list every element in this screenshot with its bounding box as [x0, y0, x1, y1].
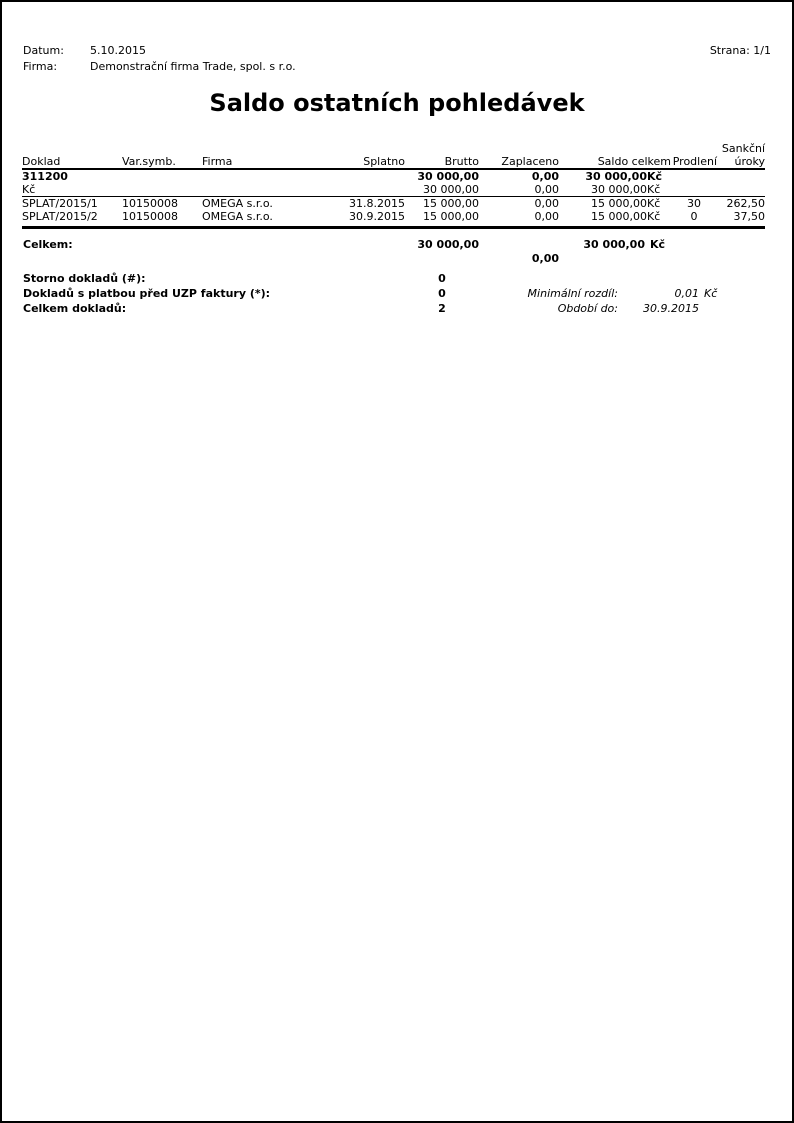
cell-splatno: 30.9.2015 [324, 210, 405, 228]
cell-account: 311200 [22, 170, 68, 183]
col-header-brutto: Brutto [405, 142, 479, 169]
total-zaplaceno: 0,00 [531, 252, 559, 265]
receivables-table [22, 142, 765, 229]
cell-currency-label: Kč [22, 183, 122, 197]
report-date-value: 5.10.2015 [90, 44, 146, 57]
cell-prodleni: 30 [687, 197, 702, 210]
cell-var-symb: 10150008 [122, 197, 178, 210]
cell-saldo: 15 000,00 [591, 197, 647, 210]
table-header-row [22, 142, 765, 169]
col-header-sankcni-line1: Sankční [721, 142, 766, 155]
cell-group-zaplaceno: 0,00 [531, 170, 559, 183]
col-header-var-symb: Var.symb. [122, 142, 202, 169]
page-number: Strana: 1/1 [709, 44, 771, 57]
total-brutto: 30 000,00 [417, 238, 479, 251]
currency-subtotal-row [22, 183, 765, 197]
cell-currency-saldo: 30 000,00 [559, 183, 647, 197]
storno-label: Storno dokladů (#): [23, 272, 146, 285]
cell-prodleni: 0 [671, 210, 717, 228]
min-rozdil-label: Minimální rozdíl: [527, 287, 618, 300]
col-header-splatno: Splatno [324, 142, 405, 169]
cell-zaplaceno: 0,00 [479, 210, 559, 228]
col-header-prodleni: Prodlení [671, 142, 717, 169]
uzp-row [22, 287, 765, 301]
storno-row [22, 272, 765, 286]
cell-firma: OMEGA s.r.o. [202, 210, 324, 228]
cell-sankcni-uroky: 37,50 [717, 210, 765, 228]
company-label: Firma: [23, 60, 58, 73]
total-paid-row [22, 252, 765, 266]
doc-count-value: 2 [438, 302, 446, 315]
cell-brutto: 15 000,00 [405, 210, 479, 228]
invoice-row [22, 210, 765, 228]
cell-var-symb: 10150008 [122, 210, 202, 228]
doc-count-label: Celkem dokladů: [23, 302, 127, 315]
col-header-sankcni-uroky [717, 142, 765, 169]
cell-zaplaceno: 0,00 [534, 197, 559, 210]
cell-doklad: SPLAT/2015/1 [22, 197, 98, 210]
obdobi-value: 30.9.2015 [643, 302, 699, 315]
col-header-firma: Firma [202, 142, 324, 169]
cell-currency-currency: Kč [647, 183, 671, 197]
cell-currency-brutto: 30 000,00 [405, 183, 479, 197]
min-rozdil-currency: Kč [704, 287, 718, 300]
uzp-value: 0 [438, 287, 446, 300]
min-rozdil-value: 0,01 [674, 287, 699, 300]
uzp-label: Dokladů s platbou před UZP faktury (*): [23, 287, 271, 300]
report-title: Saldo ostatních pohledávek [209, 89, 585, 117]
cell-splatno: 31.8.2015 [349, 197, 405, 210]
report-date-label: Datum: [23, 44, 64, 57]
cell-currency-zaplaceno: 0,00 [479, 183, 559, 197]
cell-saldo: 15 000,00 [559, 210, 647, 228]
total-row [22, 238, 765, 252]
invoice-row [22, 197, 765, 211]
cell-currency: Kč [647, 210, 671, 228]
company-value: Demonstrační firma Trade, spol. s r.o. [90, 60, 296, 73]
cell-firma: OMEGA s.r.o. [202, 197, 273, 210]
storno-value: 0 [438, 272, 446, 285]
cell-group-saldo: 30 000,00 [585, 170, 647, 183]
col-header-saldo-celkem: Saldo celkem [559, 142, 671, 169]
col-header-zaplaceno: Zaplaceno [479, 142, 559, 169]
cell-sankcni-uroky: 262,50 [726, 197, 766, 210]
obdobi-label: Období do: [557, 302, 618, 315]
cell-group-brutto: 30 000,00 [417, 170, 479, 183]
cell-currency: Kč [647, 197, 661, 210]
total-saldo: 30 000,00 [583, 238, 645, 251]
total-currency: Kč [650, 238, 666, 251]
cell-brutto: 15 000,00 [423, 197, 479, 210]
col-header-sankcni-line2: úroky [734, 155, 766, 168]
cell-group-currency: Kč [647, 170, 663, 183]
doc-count-row [22, 302, 765, 316]
col-header-doklad: Doklad [22, 142, 122, 169]
account-group-row [22, 169, 765, 183]
cell-doklad: SPLAT/2015/2 [22, 210, 122, 228]
total-label: Celkem: [23, 238, 73, 251]
